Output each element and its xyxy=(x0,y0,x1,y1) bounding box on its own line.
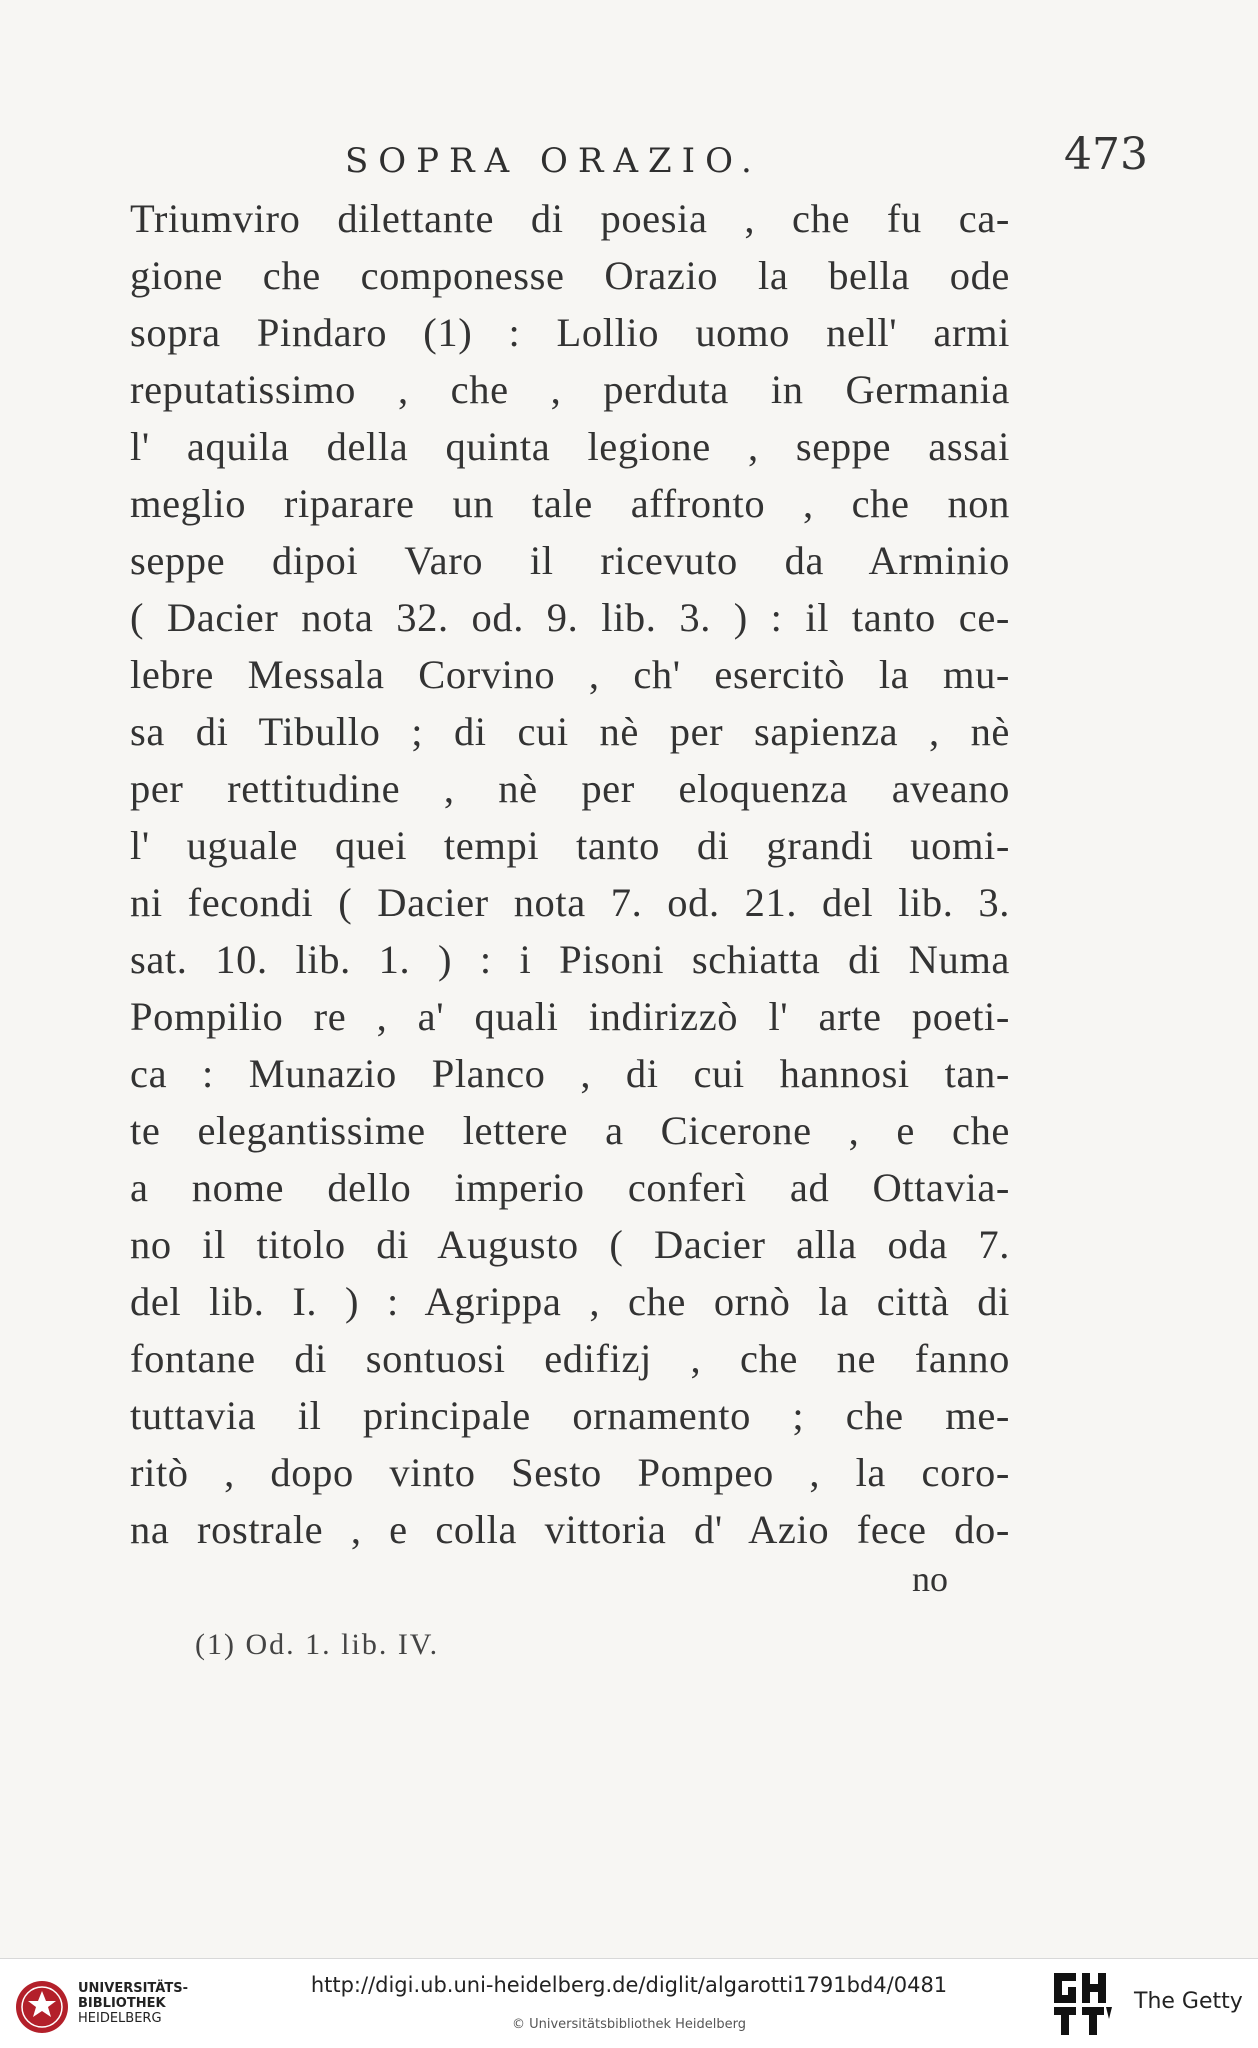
text-line: reputatissimo , che , perduta in Germania xyxy=(130,367,1010,412)
text-line: Triumviro dilettante di poesia , che fu ca- xyxy=(130,196,1010,241)
partner-name: The Getty xyxy=(1134,1989,1243,2014)
page-header xyxy=(130,129,1148,189)
footer-bar xyxy=(0,1958,1258,2048)
text-line: l' uguale quei tempi tanto di grandi uomi- xyxy=(130,823,1010,868)
body-text xyxy=(130,190,1010,1558)
text-line: ni fecondi ( Dacier nota 7. od. 21. del lib. 3. xyxy=(130,880,1010,925)
permalink-url[interactable]: http://digi.ub.uni-heidelberg.de/diglit/algarotti1791bd4/0481 xyxy=(310,1973,948,1997)
getty-logo-icon xyxy=(1054,1973,1112,2035)
catchword: no xyxy=(912,1559,948,1599)
text-line: l' aquila della quinta legione , seppe assai xyxy=(130,424,1010,469)
page-number: 473 xyxy=(1064,129,1148,180)
text-line: per rettitudine , nè per eloquenza aveano xyxy=(130,766,1010,811)
institution-line: BIBLIOTHEK xyxy=(78,1996,166,2011)
text-line: no il titolo di Augusto ( Dacier alla oda 7. xyxy=(130,1222,1010,1267)
text-line: a nome dello imperio conferì ad Ottavia- xyxy=(130,1165,1010,1210)
footnote: (1) Od. 1. lib. IV. xyxy=(195,1628,440,1661)
text-line: seppe dipoi Varo il ricevuto da Arminio xyxy=(130,538,1010,583)
institution-line: UNIVERSITÄTS- xyxy=(78,1981,188,1996)
text-line: del lib. I. ) : Agrippa , che ornò la città di xyxy=(130,1279,1010,1324)
running-title: SOPRA ORAZIO. xyxy=(345,141,762,181)
text-line: sat. 10. lib. 1. ) : i Pisoni schiatta di Numa xyxy=(130,937,1010,982)
institution-line: HEIDELBERG xyxy=(78,2011,162,2026)
text-line: sopra Pindaro (1) : Lollio uomo nell' armi xyxy=(130,310,1010,355)
text-line: fontane di sontuosi edifizj , che ne fanno xyxy=(130,1336,1010,1381)
text-line: gione che componesse Orazio la bella ode xyxy=(130,253,1010,298)
text-line: ( Dacier nota 32. od. 9. lib. 3. ) : il tanto ce- xyxy=(130,595,1010,640)
text-line: ca : Munazio Planco , di cui hannosi tan- xyxy=(130,1051,1010,1096)
text-line: lebre Messala Corvino , ch' esercitò la mu- xyxy=(130,652,1010,697)
copyright-notice: © Universitätsbibliothek Heidelberg xyxy=(511,2017,746,2032)
text-line: sa di Tibullo ; di cui nè per sapienza , nè xyxy=(130,709,1010,754)
text-line: na rostrale , e colla vittoria d' Azio fece do- xyxy=(130,1507,1010,1552)
text-line: ritò , dopo vinto Sesto Pompeo , la coro- xyxy=(130,1450,1010,1495)
text-line: Pompilio re , a' quali indirizzò l' arte poeti- xyxy=(130,994,1010,1039)
text-line: te elegantissime lettere a Cicerone , e che xyxy=(130,1108,1010,1153)
text-line: meglio riparare un tale affronto , che non xyxy=(130,481,1010,526)
text-line: tuttavia il principale ornamento ; che me- xyxy=(130,1393,1010,1438)
